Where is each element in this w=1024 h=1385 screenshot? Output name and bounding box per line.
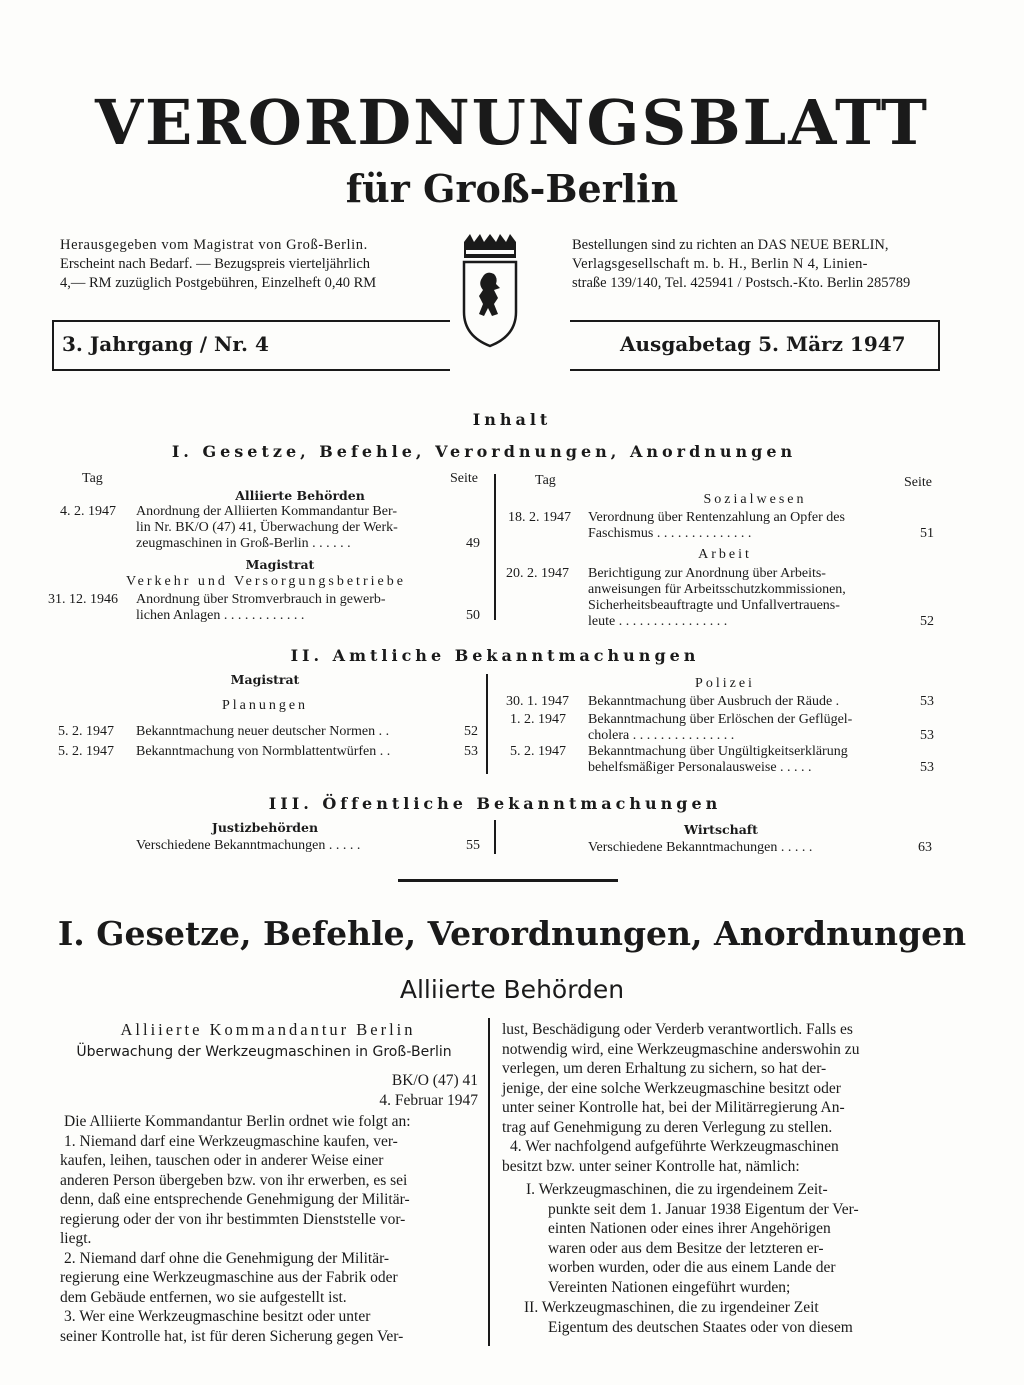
toc-heading: Inhalt: [472, 410, 552, 429]
issue-bar-rule-right-side: [938, 320, 940, 371]
toc-group-wirtschaft: Wirtschaft: [684, 822, 758, 837]
toc-entry-line: leute . . . . . . . . . . . . . . . .: [588, 614, 728, 629]
volume-number: 3. Jahrgang / Nr. 4: [62, 332, 269, 356]
toc-entry: [500, 566, 940, 632]
toc-entry-page: 53: [920, 760, 934, 775]
toc-seite-label-right: Seite: [904, 475, 932, 490]
toc-entry: [0, 744, 486, 762]
toc-entry-date: 5. 2. 1947: [58, 724, 114, 739]
issue-bar-rule-right-top: [570, 320, 940, 322]
toc-entry-line: cholera . . . . . . . . . . . . . . .: [588, 728, 735, 743]
article-issuer: Alliierte Kommandantur Berlin: [120, 1020, 416, 1039]
article-line: dem Gebäude entfernen, wo sie aufgestellt ist.: [60, 1288, 347, 1306]
toc-entry-line: lin Nr. BK/O (47) 41, Überwachung der Werk-: [136, 520, 398, 535]
toc-entry: [0, 504, 494, 556]
toc-entry-line: anweisungen für Arbeitsschutzkommissionen,: [588, 582, 846, 597]
masthead-subtitle: für Groß-Berlin: [345, 166, 679, 211]
article-line: 4. Wer nachfolgend aufgeführte Werkzeugmaschinen: [510, 1138, 839, 1155]
toc-entry-page: 52: [920, 614, 934, 629]
toc-entry-date: 30. 1. 1947: [506, 694, 569, 709]
article-line: verlegen, um deren Erhaltung zu sichern, so hat der-: [502, 1060, 827, 1077]
article-line: jenige, der eine solche Werkzeugmaschine besitzt oder: [502, 1079, 841, 1097]
toc-entry-line: zeugmaschinen in Groß-Berlin . . . . . .: [136, 536, 351, 551]
toc-entry-date: 4. 2. 1947: [60, 504, 116, 519]
toc-entry-line: Verordnung über Rentenzahlung an Opfer des: [588, 510, 845, 525]
order-line: straße 139/140, Tel. 425941 / Postsch.-Kto. Berlin 285789: [572, 275, 911, 291]
article-line: II. Werkzeugmaschinen, die zu irgendeiner Zeit: [524, 1299, 819, 1316]
article-line: Eigentum des deutschen Staates oder von diesem: [548, 1318, 853, 1336]
toc-entry-page: 53: [920, 728, 934, 743]
article-authority: Alliierte Behörden: [399, 975, 625, 1004]
toc-entry: [0, 838, 494, 856]
order-line: Bestellungen sind zu richten an DAS NEUE BERLIN,: [572, 237, 889, 253]
toc-entry-line: Verschiedene Bekanntmachungen . . . . .: [136, 838, 361, 853]
article-line: I. Werkzeugmaschinen, die zu irgendeinem Zeit-: [526, 1181, 828, 1198]
article-line: seiner Kontrolle hat, ist für deren Sicherung gegen Ver-: [60, 1327, 404, 1345]
article-line: 1. Niemand darf eine Werkzeugmaschine kaufen, ver-: [64, 1132, 398, 1150]
toc-entry: [500, 510, 940, 544]
toc-entry-date: 31. 12. 1946: [48, 592, 118, 607]
toc-group-magistrat: Magistrat: [245, 557, 315, 572]
toc-entry-line: Sicherheitsbeauftragte und Unfallvertrauens-: [588, 598, 840, 613]
article-line: waren oder aus dem Besitze der letzteren er-: [548, 1239, 824, 1257]
toc-entry: [0, 724, 486, 742]
article-section-title: I. Gesetze, Befehle, Verordnungen, Anordnungen: [57, 914, 967, 953]
toc-tag-label-right: Tag: [535, 473, 556, 488]
article-line: anderen Person übergeben bzw. von ihr erwerben, es sei: [60, 1171, 408, 1189]
toc-entry: [0, 592, 494, 626]
article-line: kaufen, leihen, tauschen oder in anderer Weise einer: [60, 1152, 384, 1169]
toc-section-3-title: III. Öffentliche Bekanntmachungen: [268, 794, 722, 813]
toc-entry-line: Verschiedene Bekanntmachungen . . . . .: [588, 840, 813, 855]
article-reference: BK/O (47) 41: [391, 1072, 478, 1089]
article-date: 4. Februar 1947: [379, 1092, 478, 1109]
article-line: lust, Beschädigung oder Verderb verantwortlich. Falls es: [502, 1021, 853, 1038]
publisher-info: [60, 236, 422, 293]
toc-entry-page: 51: [920, 526, 934, 541]
article-line: besitzt bzw. unter seiner Kontrolle hat, nämlich:: [502, 1157, 800, 1175]
toc-entry-page: 50: [466, 608, 480, 623]
toc-group-polizei: Polizei: [695, 676, 755, 691]
toc-entry-line: Anordnung über Stromverbrauch in gewerb-: [136, 592, 386, 607]
toc-section-2-title: II. Amtliche Bekanntmachungen: [290, 646, 700, 665]
toc-entry: [496, 712, 940, 746]
toc-column-divider-1: [494, 474, 496, 620]
toc-group-magistrat-2: Magistrat: [230, 672, 300, 687]
toc-tag-label-left: Tag: [82, 471, 103, 486]
publisher-line: 4,— RM zuzüglich Postgebühren, Einzelheft 0,40 RM: [60, 275, 377, 291]
section-divider-rule: [398, 879, 618, 882]
publisher-line: Erscheint nach Bedarf. — Bezugspreis vierteljährlich: [60, 256, 371, 272]
toc-entry-page: 55: [466, 838, 480, 853]
toc-group-sozialwesen: Sozialwesen: [703, 492, 807, 507]
toc-seite-label-left: Seite: [450, 471, 478, 486]
article-column-divider: [488, 1018, 490, 1346]
toc-entry-page: 49: [466, 536, 480, 551]
article-text-left: [60, 1112, 480, 1346]
toc-entry-date: 20. 2. 1947: [506, 566, 569, 581]
toc-entry-line: Bekanntmachung neuer deutscher Normen . .: [136, 724, 390, 739]
issue-bar-rule-right-bottom: [570, 369, 940, 371]
order-info: [572, 236, 962, 293]
toc-group-justiz: Justizbehörden: [211, 820, 319, 835]
article-line: trag auf Genehmigung zu deren Verlegung zu stellen.: [502, 1118, 833, 1136]
toc-entry-line: Berichtigung zur Anordnung über Arbeits-: [588, 566, 826, 581]
article-line: notwendig wird, eine Werkzeugmaschine anderswohin zu: [502, 1040, 860, 1058]
toc-group-alliierte: Alliierte Behörden: [235, 488, 365, 503]
issue-date: Ausgabetag 5. März 1947: [620, 332, 906, 356]
article-line: 3. Wer eine Werkzeugmaschine besitzt oder unter: [64, 1308, 371, 1325]
article-item-1: [526, 1180, 936, 1297]
toc-entry-date: 5. 2. 1947: [510, 744, 566, 759]
article-line: regierung eine Werkzeugmaschine aus der Fabrik oder: [60, 1269, 398, 1286]
article-line: Die Alliierte Kommandantur Berlin ordnet wie folgt an:: [64, 1113, 411, 1130]
toc-column-divider-3: [494, 820, 496, 854]
article-line: unter seiner Kontrolle hat, bei der Militärregierung An-: [502, 1099, 845, 1116]
issue-bar-rule-left-bottom: [52, 369, 450, 371]
toc-entry-line: behelfsmäßiger Personalausweise . . . . .: [588, 760, 812, 775]
article-subject: Überwachung der Werkzeugmaschinen in Groß-Berlin: [76, 1044, 452, 1060]
toc-entry-page: 53: [464, 744, 478, 759]
article-text-right: [502, 1020, 934, 1176]
toc-entry-line: Bekanntmachung über Ausbruch der Räude .: [588, 694, 840, 709]
article-line: denn, daß eine entsprechende Genehmigung der Militär-: [60, 1191, 410, 1208]
article-line: punkte seit dem 1. Januar 1938 Eigentum der Ver-: [548, 1200, 859, 1218]
toc-entry-line: lichen Anlagen . . . . . . . . . . . .: [136, 608, 305, 623]
toc-entry-line: Bekanntmachung von Normblattentwürfen . .: [136, 744, 391, 759]
toc-entry: [500, 840, 940, 858]
toc-entry-page: 52: [464, 724, 478, 739]
berlin-bear-crest-icon: [460, 232, 520, 348]
toc-entry-date: 5. 2. 1947: [58, 744, 114, 759]
toc-column-divider-2: [486, 674, 488, 774]
toc-section-1-title: I. Gesetze, Befehle, Verordnungen, Anordnungen: [171, 442, 797, 461]
toc-group-arbeit: Arbeit: [698, 547, 752, 562]
toc-entry-line: Anordnung der Alliierten Kommandantur Ber-: [136, 504, 397, 519]
article-line: 2. Niemand darf ohne die Genehmigung der Militär-: [64, 1249, 390, 1267]
toc-entry-line: Bekanntmachung über Ungültigkeitserklärung: [588, 744, 848, 759]
toc-entry-page: 53: [920, 694, 934, 709]
article-line: liegt.: [60, 1230, 92, 1247]
toc-entry: [496, 744, 940, 778]
toc-entry-date: 18. 2. 1947: [508, 510, 571, 525]
article-line: worben wurden, oder die aus einem Lande der: [548, 1259, 836, 1276]
masthead-title: VERORDNUNGSBLATT: [94, 86, 930, 159]
toc-entry: [496, 694, 940, 712]
order-line: Verlagsgesellschaft m. b. H., Berlin N 4, Linien-: [572, 256, 868, 272]
toc-entry-page: 63: [918, 840, 932, 855]
toc-subgroup-planungen: Planungen: [221, 698, 309, 713]
toc-entry-line: Faschismus . . . . . . . . . . . . . .: [588, 526, 752, 541]
issue-bar-rule-left-top: [52, 320, 450, 322]
article-line: Vereinten Nationen eingeführt wurden;: [548, 1278, 791, 1296]
publisher-line: Herausgegeben vom Magistrat von Groß-Berlin.: [60, 237, 368, 253]
toc-entry-date: 1. 2. 1947: [510, 712, 566, 727]
toc-subgroup-verkehr: Verkehr und Versorgungsbetriebe: [126, 574, 406, 589]
article-line: einten Nationen oder eines ihrer Angehörigen: [548, 1220, 831, 1237]
article-line: regierung oder der von ihr bestimmten Dienststelle vor-: [60, 1210, 406, 1228]
issue-bar-rule-left-side: [52, 320, 54, 371]
toc-entry-line: Bekanntmachung über Erlöschen der Geflügel-: [588, 712, 853, 727]
article-item-2: [524, 1298, 934, 1337]
